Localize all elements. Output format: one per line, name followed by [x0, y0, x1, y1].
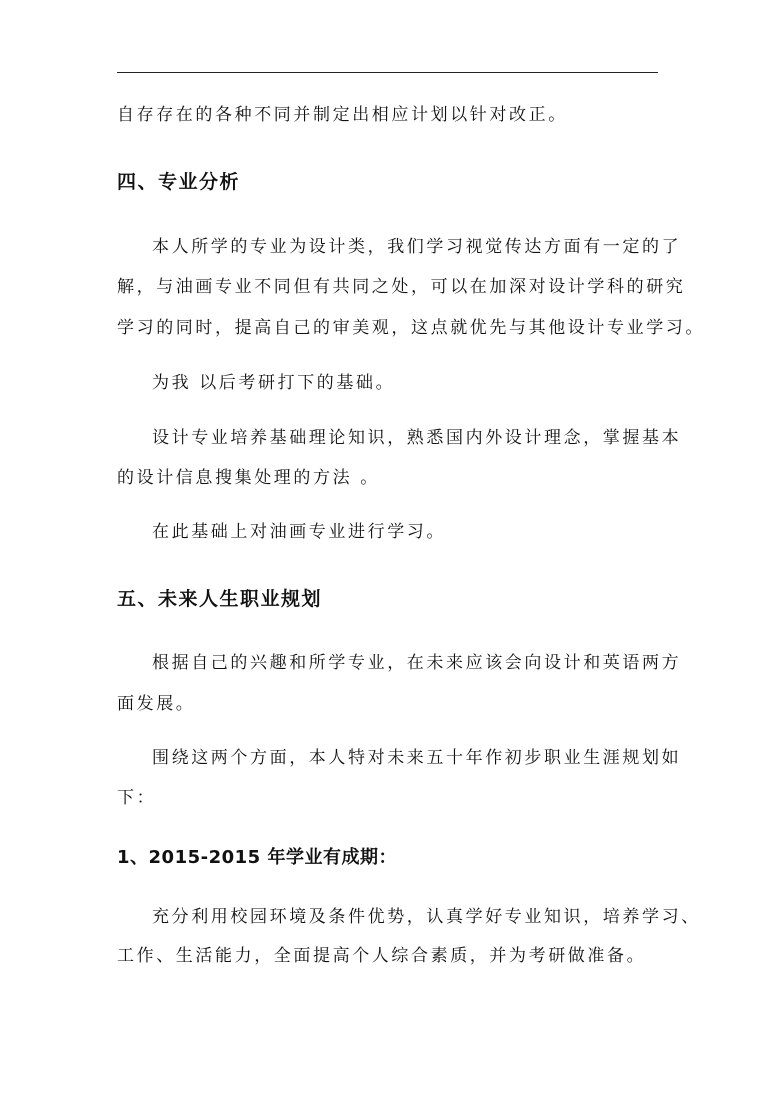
header-rule: [117, 72, 658, 73]
paragraph-line: 工作、生活能力，全面提高个人综合素质，并为考研做准备。: [117, 946, 647, 966]
paragraph-line: 解，与油画专业不同但有共同之处，可以在加深对设计学科的研究: [117, 277, 686, 297]
paragraph-line: 面发展。: [117, 694, 196, 714]
paragraph-line: 学习的同时，提高自己的审美观，这点就优先与其他设计专业学习。: [117, 318, 705, 338]
paragraph-line: 的设计信息搜集处理的方法 。: [117, 468, 380, 488]
paragraph-line: 围绕这两个方面，本人特对未来五十年作初步职业生涯规划如: [152, 748, 682, 768]
section-heading-4: 四、专业分析: [117, 171, 241, 193]
text-line: 自存存在的各种不同并制定出相应计划以针对改正。: [117, 105, 568, 125]
paragraph-line: 在此基础上对油画专业进行学习。: [152, 522, 446, 542]
section-heading-5: 五、未来人生职业规划: [117, 588, 323, 610]
paragraph-line: 本人所学的专业为设计类，我们学习视觉传达方面有一定的了: [152, 237, 682, 257]
subsection-heading-1: 1、2015-2015 年学业有成期：: [117, 847, 397, 868]
paragraph-line: 下：: [117, 788, 157, 808]
paragraph-line: 充分利用校园环境及条件优势，认真学好专业知识，培养学习、: [152, 907, 701, 927]
paragraph-line: 设计专业培养基础理论知识，熟悉国内外设计理念，掌握基本: [152, 428, 682, 448]
paragraph-line: 为我 以后考研打下的基础。: [152, 373, 396, 393]
paragraph-line: 根据自己的兴趣和所学专业，在未来应该会向设计和英语两方: [152, 653, 682, 673]
